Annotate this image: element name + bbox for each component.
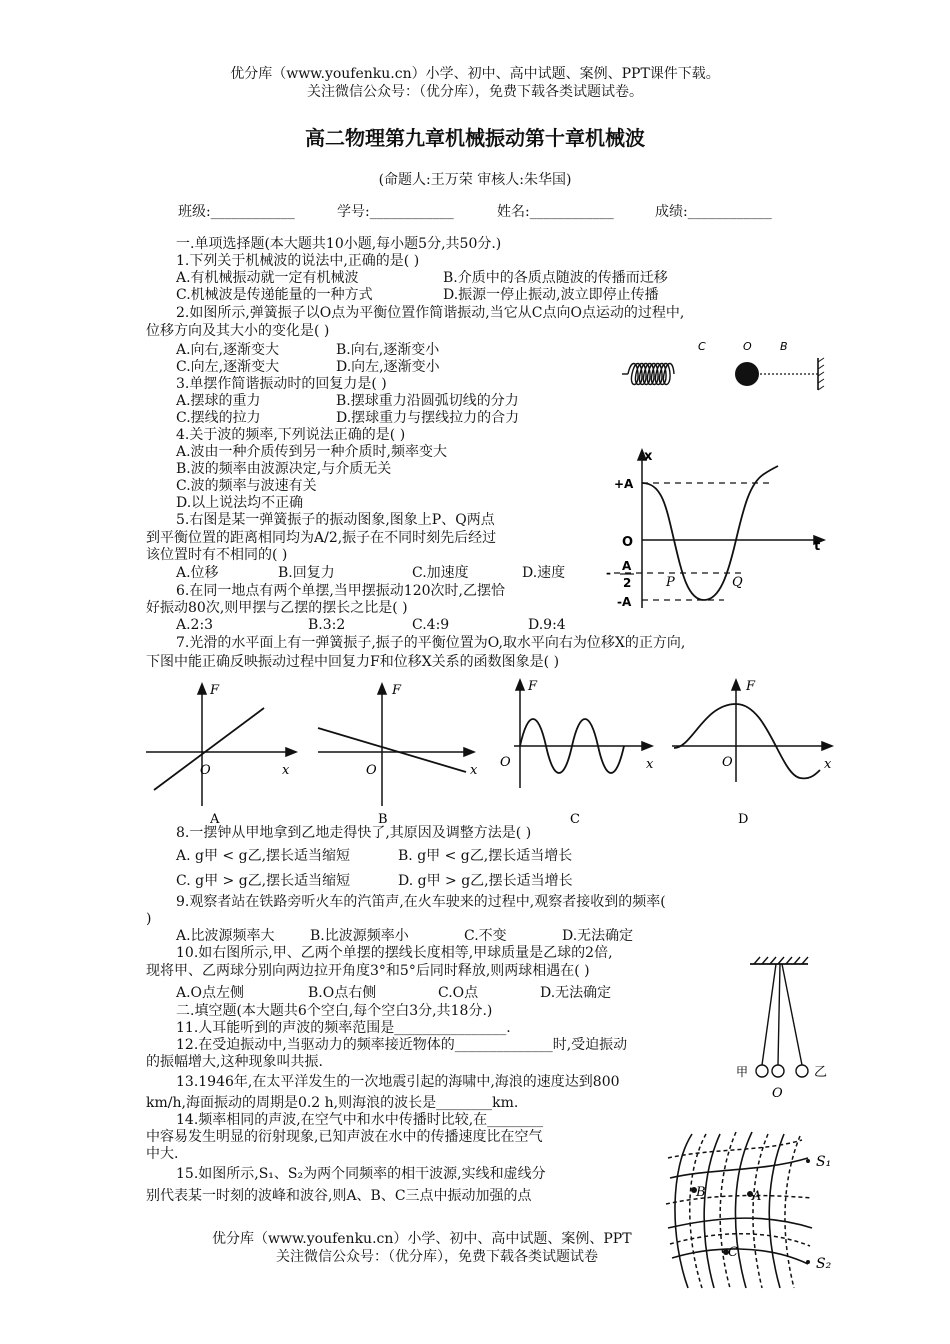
q14-line-2: 中容易发生明显的衍射现象,已知声波在水中的传播速度比在空气 [146,1129,543,1145]
name-field[interactable]: 姓名:____________ [497,204,614,220]
graph-c-label: C [570,812,580,827]
graph-a-origin: O [200,763,211,778]
q1-option-d: D.振源一停止振动,波立即停止传播 [443,287,659,303]
point-c-label: C [728,1245,738,1260]
q1-option-a: A.有机械振动就一定有机械波 [176,270,359,286]
q7-graph-b [312,678,482,828]
q10-stem-2: 现将甲、乙两球分别向两边拉开角度3°和5°后同时释放,则两球相遇在( ) [146,963,590,979]
plus-a-label: +A [614,477,634,491]
graph-a-f-label: F [210,683,220,698]
point-b-label: B [696,1185,706,1200]
q1-option-b: B.介质中的各质点随波的传播而迁移 [443,270,668,286]
half-a-numerator: A [622,559,632,573]
graph-b-x-label: x [470,763,478,778]
q5-stem-2: 到平衡位置的距离相同均为A/2,振子在不同时刻先后经过 [146,530,497,546]
point-o-label: O [743,340,752,353]
source-s1-label: S₁ [816,1154,832,1170]
q5-option-d: D.速度 [522,565,566,581]
graph-c-f-label: F [528,679,538,694]
q8-option-c: C. g甲 > g乙,摆长适当缩短 [176,873,351,889]
q5-option-b: B.回复力 [278,565,335,581]
q7-graph-a [144,678,304,828]
half-a-minus-sign: - [606,566,611,580]
q5-stem-1: 5.右图是某一弹簧振子的振动图象,图象上P、Q两点 [176,512,495,528]
graph-c-origin: O [500,755,511,770]
q7-stem-1: 7.光滑的水平面上有一弹簧振子,振子的平衡位置为O,取水平向右为位移X的正方向, [176,635,686,651]
oscillator-ball [735,362,759,386]
half-a-denominator: 2 [623,576,632,590]
q5-option-a: A.位移 [176,565,219,581]
q14-line-3: 中大. [146,1146,179,1162]
header-line-2: 关注微信公众号：（优分库），免费下载各类试题试卷。 [307,84,643,100]
q3-option-b: B.摆球重力沿圆弧切线的分力 [336,393,519,409]
q5-stem-3: 该位置时有不相同的( ) [146,547,288,563]
q8-option-d: D. g甲 > g乙,摆长适当增长 [398,873,573,889]
number-field[interactable]: 学号:____________ [337,204,454,220]
q12-line-1: 12.在受迫振动中,当驱动力的频率接近物体的______________时,受迫振动 [176,1037,628,1053]
graph-b-origin: O [366,763,377,778]
q7-graph-d [670,674,838,828]
authors-line: (命题人:王万荣 审核人:朱华国) [378,172,572,188]
q13-line-1: 13.1946年,在太平洋发生的一次地震引起的海啸中,海浪的速度达到800 [176,1074,620,1090]
graph-b-label: B [378,812,388,827]
q4-option-a: A.波由一种介质传到另一种介质时,频率变大 [176,444,448,460]
q7-graph-c [494,674,664,828]
q9-option-a: A.比波源频率大 [176,928,275,944]
section-1-heading: 一.单项选择题(本大题共10小题,每小题5分,共50分.) [176,236,502,252]
vibration-graph-figure [604,446,830,616]
score-field[interactable]: 成绩:____________ [655,204,772,220]
q6-option-c: C.4:9 [412,617,450,633]
pendulum-jia-label: 甲 [736,1065,749,1079]
pendulum-figure [730,952,830,1108]
graph-a-x-label: x [282,763,290,778]
q7-stem-2: 下图中能正确反映振动过程中回复力F和位移X关系的函数图象是( ) [146,654,560,670]
graph-d-x-label: x [824,757,832,772]
axis-t-label: t [814,539,821,554]
graph-d-f-label: F [746,679,756,694]
q9-option-c: C.不变 [464,928,507,944]
q15-line-1: 15.如图所示,S₁、S₂为两个同频率的相干波源,实线和虚线分 [176,1166,546,1182]
q6-option-a: A.2:3 [176,617,214,633]
q8-stem: 8.一摆钟从甲地拿到乙地走得快了,其原因及调整方法是( ) [176,825,532,841]
pendulum-yi-label: 乙 [814,1065,828,1080]
minus-a-label: -A [617,595,632,609]
section-2-heading: 二.填空题(本大题共6个空白,每个空白3分,共18分.) [176,1003,493,1019]
q10-option-d: D.无法确定 [540,985,612,1001]
origin-label: O [622,535,634,550]
spring-oscillator-figure [618,336,830,392]
point-p-label: P [666,575,675,590]
point-b-label: B [780,340,788,353]
q9-option-d: D.无法确定 [562,928,634,944]
q13-line-2: km/h,海面振动的周期是0.2 h,则海浪的波长是________km. [146,1095,519,1111]
graph-c-x-label: x [646,757,654,772]
q8-option-a: A. g甲 < g乙,摆长适当缩短 [176,848,351,864]
q8-option-b: B. g甲 < g乙,摆长适当增长 [398,848,573,864]
graph-d-label: D [738,812,749,827]
q2-option-b: B.向右,逐渐变小 [336,342,440,358]
q6-option-d: D.9:4 [528,617,566,633]
q1-stem: 1.下列关于机械波的说法中,正确的是( ) [176,253,420,269]
point-c-label: C [698,340,706,353]
q9-stem-2: ) [146,911,152,927]
q3-stem: 3.单摆作简谐振动时的回复力是( ) [176,376,387,392]
q12-line-2: 的振幅增大,这种现象叫共振. [146,1054,323,1070]
interference-figure [662,1128,846,1292]
q2-stem-1: 2.如图所示,弹簧振子以O点为平衡位置作简谐振动,当它从C点向O点运动的过程中, [176,305,685,321]
q4-option-c: C.波的频率与波速有关 [176,478,317,494]
point-a-label: A [752,1189,762,1204]
q2-option-c: C.向左,逐渐变大 [176,359,280,375]
page-title: 高二物理第九章机械振动第十章机械波 [305,126,645,150]
q6-stem-2: 好振动80次,则甲摆与乙摆的摆长之比是( ) [146,600,408,616]
q5-option-c: C.加速度 [412,565,469,581]
q2-option-a: A.向右,逐渐变大 [176,342,280,358]
q10-option-a: A.O点左侧 [176,985,245,1001]
axis-x-label: x [644,449,653,464]
q3-option-c: C.摆线的拉力 [176,410,261,426]
q14-line-1: 14.频率相同的声波,在空气中和水中传播时比较,在________ [176,1112,544,1128]
source-s2-label: S₂ [816,1256,832,1272]
q6-stem-1: 6.在同一地点有两个单摆,当甲摆振动120次时,乙摆恰 [176,583,505,599]
q4-option-b: B.波的频率由波源决定,与介质无关 [176,461,392,477]
pendulum-o-label: O [772,1086,783,1101]
q3-option-d: D.摆球重力与摆线拉力的合力 [336,410,520,426]
q10-option-b: B.O点右侧 [308,985,377,1001]
footer-line-1: 优分库（www.youfenku.cn）小学、初中、高中试题、案例、PPT [212,1231,632,1247]
q4-option-d: D.以上说法均不正确 [176,495,304,511]
footer-line-2: 关注微信公众号：（优分库），免费下载各类试题试卷 [276,1249,598,1265]
class-field[interactable]: 班级:____________ [178,204,295,220]
q11-text: 11.人耳能听到的声波的频率范围是________________. [176,1020,511,1036]
header-line-1: 优分库（www.youfenku.cn）小学、初中、高中试题、案例、PPT课件下载。 [230,66,720,82]
q10-stem-1: 10.如右图所示,甲、乙两个单摆的摆线长度相等,甲球质量是乙球的2倍, [176,945,613,961]
q15-line-2: 别代表某一时刻的波峰和波谷,则A、B、C三点中振动加强的点 [146,1188,532,1204]
q9-stem-1: 9.观察者站在铁路旁听火车的汽笛声,在火车驶来的过程中,观察者接收到的频率( [176,894,666,910]
point-q-label: Q [732,575,743,590]
graph-a-label: A [210,812,220,827]
graph-b-f-label: F [392,683,402,698]
graph-d-origin: O [722,755,733,770]
q9-option-b: B.比波源频率小 [310,928,409,944]
q2-option-d: D.向左,逐渐变小 [336,359,440,375]
q3-option-a: A.摆球的重力 [176,393,261,409]
q1-option-c: C.机械波是传递能量的一种方式 [176,287,373,303]
q6-option-b: B.3:2 [308,617,346,633]
q4-stem: 4.关于波的频率,下列说法正确的是( ) [176,427,406,443]
q2-stem-2: 位移方向及其大小的变化是( ) [146,323,330,339]
q10-option-c: C.O点 [438,985,479,1001]
